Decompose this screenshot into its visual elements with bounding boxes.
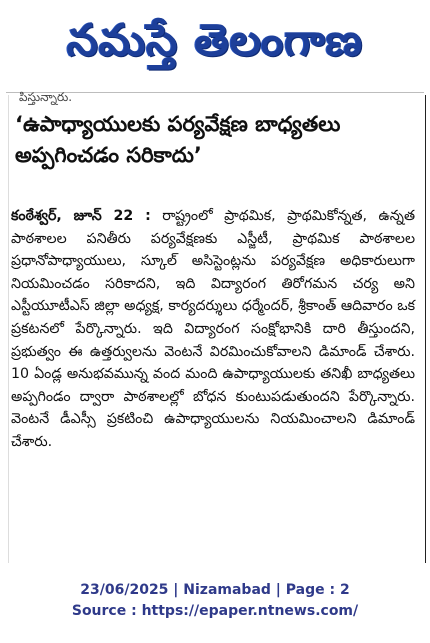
article-body <box>11 205 415 454</box>
article-dateline: కంఠేశ్వర్, జూన్ 22 : <box>11 208 151 224</box>
masthead-title: నమస్తే తెలంగాణ <box>66 15 364 66</box>
article-text: రాష్ట్రంలో ప్రాథమిక, ప్రాథమికోన్నత, ఉన్నత పాఠశాలల పనితీరు పర్యవేక్షణకు ఎస్జీటీ, ప్రాథమిక పాఠశాలల ప్రధానోపాధ్యాయులు, స్కూల్ అసిస్టెంట్లను పర్యవేక్షణ అధికారులుగా నియమించడం సరికాదని, ఇది విద్యారంగ తిరోగమన చర్య అని ఎస్టీయూటీఎస్ జిల్లా అధ్యక్ష, కార్యదర్శులు ధర్మేందర్, శ్రీకాంత్ ఆదివారం ఒక ప్రకటనలో పేర్కొన్నారు. ఇది విద్యారంగ సంక్షోభానికి దారి తీస్తుందని, ప్రభుత్వం ఈ ఉత్తర్వులను వెంటనే విరమించుకోవాలని డిమాండ్ చేశారు. 10 ఏండ్ల అనుభవమున్న వంద మంది ఉపాధ్యాయులకు తనిఖీ బాధ్యతలు అప్పగిండం ద్వారా పాఠశాలల్లో బోధన కుంటుపడుతుందని పేర్కొన్నారు. వెంటనే డీఎస్సీ ప్రకటించి ఉపాధ్యాయులను నియమించాలని డిమాండ్ చేశారు. <box>11 208 415 450</box>
clipping-cut-line: పిస్తున్నారు. <box>19 90 73 104</box>
article-headline: ‘ఉపాధ్యాయులకు పర్యవేక్షణ బాధ్యతలు అప్పగించడం సరికాదు’ <box>15 112 341 167</box>
source-link[interactable]: Source : https://epaper.ntnews.com/ <box>71 603 359 619</box>
news-clipping <box>8 90 426 563</box>
masthead <box>0 0 430 92</box>
edition-info: 23/06/2025 | Nizamabad | Page : 2 <box>80 582 350 598</box>
